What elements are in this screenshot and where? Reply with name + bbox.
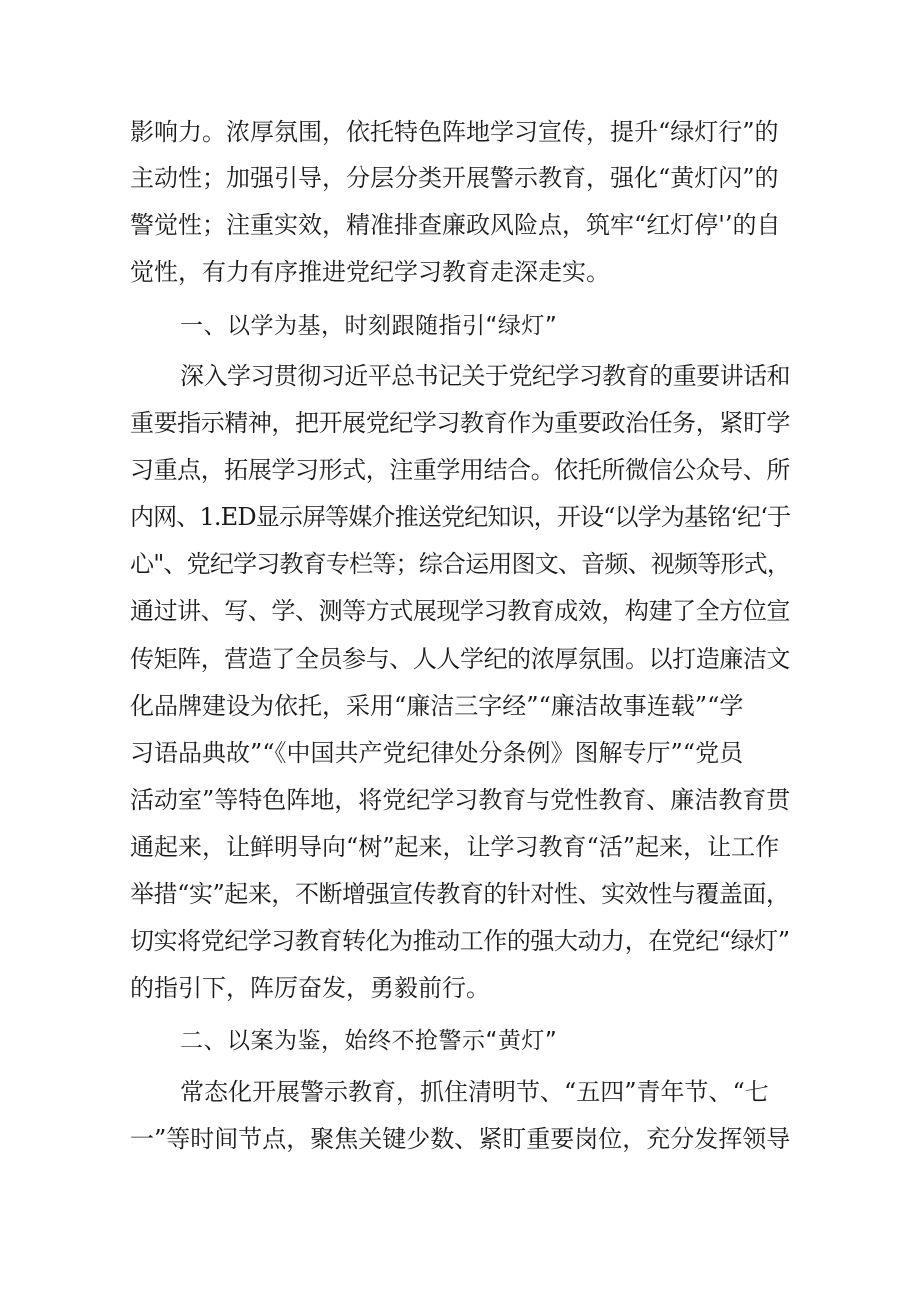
intro-line-1: 影响力。浓厚氛围，依托特色阵地学习宣传，提升“绿灯行”的 [130,118,779,146]
section-1-line-8: 化品牌建设为依托，采用“廉洁三字经”“廉洁故事连载”“学 [130,692,744,720]
section-1-line-3: 习重点，拓展学习形式，注重学用结合。依托所微信公众号、所 [130,456,790,484]
intro-line-3: 警觉性；注重实效，精准排查廉政风险点，筑牢“红灯停'’的自 [130,211,781,239]
section-1-heading: 一、以学为基，时刻跟随指引“绿灯” [180,313,558,339]
section-1-line-7: 传矩阵，营造了全员参与、人人学纪的浓厚氛围。以打造廉洁文 [130,645,790,673]
section-2-line-2: 一”等时间节点，聚焦关键少数、紧盯重要岗位，充分发挥领导 [130,1125,791,1153]
section-2-line-1: 常态化开展警示教育，抓住清明节、“五四”青年节、“七 [180,1078,769,1106]
section-1-line-10: 活动室”等特色阵地，将党纪学习教育与党性教育、廉洁教育贯 [130,786,791,814]
section-1-line-11: 通起来，让鲜明导向“树”起来，让学习教育“活”起来，让工作 [130,833,780,861]
section-1-line-12: 举措“实”起来，不断增强宣传教育的针对性、实效性与覆盖面， [130,880,790,908]
section-1-line-1: 深入学习贯彻习近平总书记关于党纪学习教育的重要讲话和 [180,362,790,390]
section-1-line-13: 切实将党纪学习教育转化为推动工作的强大动力，在党纪“绿灯” [130,927,790,955]
section-1-line-2: 重要指示精神，把开展党纪学习教育作为重要政治任务，紧盯学 [130,409,790,437]
section-1-line-9: 习语品典故”“《中国共产党纪律处分条例》图解专厅”“党员 [130,739,744,767]
section-2-heading: 二、以案为鉴，始终不抢警示“黄灯” [180,1028,558,1054]
section-1-line-14: 的指引下，阵厉奋发，勇毅前行。 [130,974,490,1002]
intro-line-4: 觉性，有力有序推进党纪学习教育走深走实。 [130,258,610,286]
section-1-line-5: 心"、党纪学习教育专栏等；综合运用图文、音频、视频等形式， [130,550,791,578]
section-1-line-4: 内网、1.ED显示屏等媒介推送党纪知识，开设“以学为基铭‘纪‘于 [130,503,791,531]
intro-line-2: 主动性；加强引导，分层分类开展警示教育，强化“黄灯闪”的 [130,164,779,192]
section-1-line-6: 通过讲、写、学、测等方式展现学习教育成效，构建了全方位宣 [130,597,790,625]
